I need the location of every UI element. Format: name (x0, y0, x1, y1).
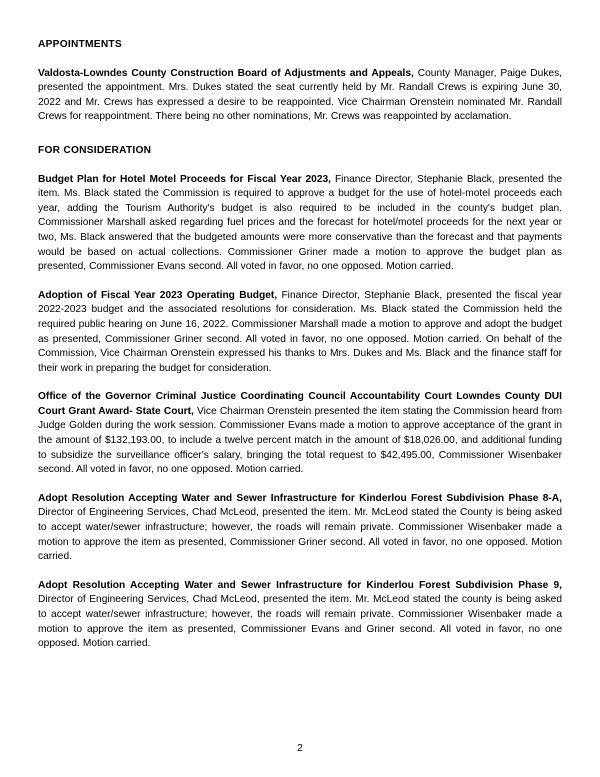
paragraph-dui-court-grant-award (38, 390, 562, 478)
paragraph-body: Director of Engineering Services, Chad McLeod, presented the item. Mr. McLeod stated the County is being asked to accept water/sewer infrastructure; however, the roads will remain private. Commissioner Wisenbaker made a motion to approve the item as presented, Commissioner Griner second. All voted in favor, no one opposed. Motion carried. (38, 507, 562, 563)
paragraph-body: County Manager, Paige Dukes, presented the appointment. Mrs. Dukes stated the seat currently held by Mr. Randall Crews is expiring June 30, 2022 and Mr. Crews has expressed a desire to be reappointed. Vice Chairman Orenstein nominated Mr. Randall Crews for reappointment. There being no other nominations, Mr. Crews was reappointed by acclamation. (38, 67, 562, 123)
paragraph-lead: Adoption of Fiscal Year 2023 Operating Budget, (38, 289, 278, 301)
paragraph-lead: Adopt Resolution Accepting Water and Sewer Infrastructure for Kinderlou Forest Subdivision Phase 9, (38, 579, 562, 591)
paragraph-kinderlou-phase-8a (38, 492, 562, 565)
section-heading-appointments: APPOINTMENTS (38, 39, 122, 50)
paragraph-lead: Office of the Governor Criminal Justice Coordinating Council Accountability Court Lowndes County DUI Court Grant Award- State Court, (38, 391, 562, 417)
section-heading-for-consideration: FOR CONSIDERATION (38, 144, 152, 156)
paragraph-body: Finance Director, Stephanie Black, presented the item. Ms. Black stated the Commission is required to approve a budget for the use of hotel-motel proceeds each year, adding the Tourism Authority's budget is also required to be included in the county's budget plan. Commissioner Marshall asked regarding fuel prices and the forecast for hotel/motel proceeds for the next year or two, Ms. Black answered that the budgeted amounts were more conservative than the forecast and that payments would be based on actual collections. Commissioner Griner made a motion to approve the budget plan as presented, Commissioner Evans second. All voted in favor, no one opposed. Motion carried. (38, 173, 562, 273)
paragraph-hotel-motel-budget-plan (38, 173, 562, 275)
paragraph-kinderlou-phase-9 (38, 579, 562, 652)
paragraph-body: Vice Chairman Orenstein presented the item stating the Commission heard from Judge Golden during the work session. Commissioner Evans made a motion to approve acceptance of the grant in the amount of $132,193.00, to include a twelve percent match in the amount of $18,026.00, and additional funding to subsidize the surveillance officer's salary, bringing the total request to $42,495.00, Commissioner Wisenbaker second. All voted in favor, no one opposed. Motion carried. (38, 405, 562, 476)
paragraph-construction-board (38, 67, 562, 125)
paragraph-operating-budget-adoption (38, 289, 562, 377)
page-number: 2 (297, 743, 303, 754)
paragraph-lead: Adopt Resolution Accepting Water and Sewer Infrastructure for Kinderlou Forest Subdivision Phase 8-A, (38, 492, 562, 504)
paragraph-lead: Valdosta-Lowndes County Construction Board of Adjustments and Appeals, (38, 67, 414, 79)
paragraph-lead: Budget Plan for Hotel Motel Proceeds for Fiscal Year 2023, (38, 173, 331, 185)
paragraph-body: Finance Director, Stephanie Black, presented the fiscal year 2022-2023 budget and the associated resolutions for consideration. Ms. Black stated the Commission held the required public hearing on June 16, 2022. Commissioner Marshall made a motion to approve and adopt the budget as presented, Commissioner Griner second. All voted in favor, no one opposed. Motion carried. On behalf of the Commission, Vice Chairman Orenstein expressed his thanks to Mrs. Dukes and Ms. Black and the finance staff for their work in preparing the budget for consideration. (38, 289, 562, 374)
paragraph-body: Director of Engineering Services, Chad McLeod, presented the item. Mr. McLeod stated the county is being asked to accept water/sewer infrastructure; however, the roads will remain private. Commissioner Wisenbaker made a motion to approve the item as presented, Commissioner Evans and Griner second. All voted in favor, no one opposed. Motion carried. (38, 594, 562, 650)
